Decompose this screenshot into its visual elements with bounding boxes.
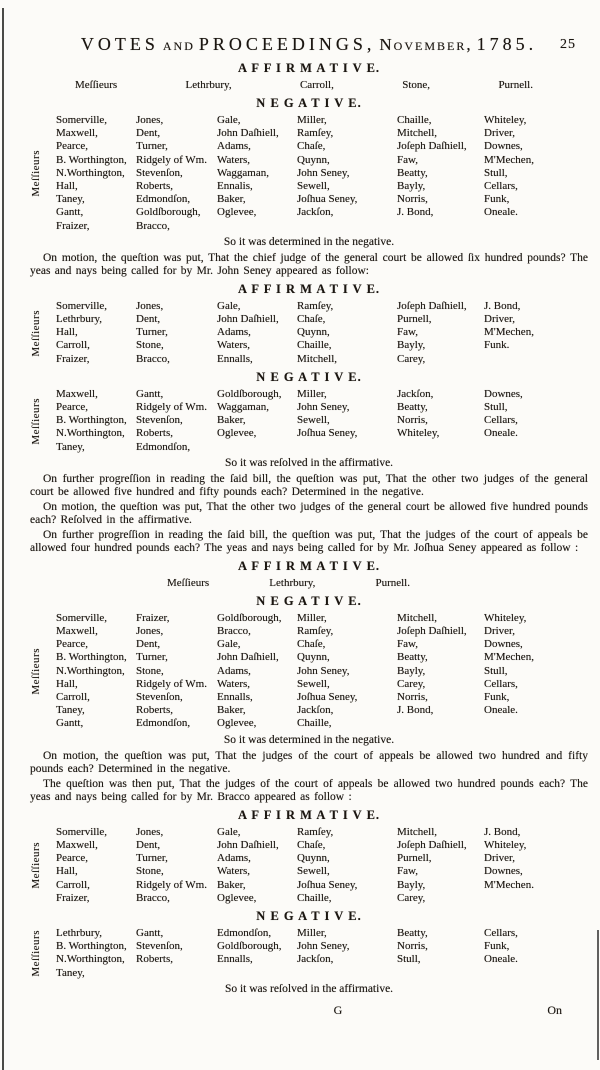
roll-name: Gale,	[217, 299, 241, 312]
vote-heading: A F F I R M A T I V E.	[237, 61, 381, 75]
roll-name: Somerville,	[56, 611, 108, 624]
roll-name: Jones,	[136, 825, 164, 838]
roll-name: Mitchell,	[397, 825, 438, 838]
name-row-item: Stone,	[402, 79, 431, 91]
roll-name: Jackſon,	[397, 387, 434, 400]
roll-call-table	[30, 114, 588, 233]
roll-name: Ramſey,	[297, 127, 334, 140]
roll-name: Ramſey,	[297, 625, 334, 638]
roll-name: N.Worthington,	[56, 166, 125, 179]
roll-name: Ridgely of Wm.	[136, 401, 207, 414]
roll-column	[56, 612, 136, 731]
roll-column	[397, 300, 484, 366]
catchword: On	[547, 1002, 562, 1017]
roll-column	[297, 114, 397, 220]
roll-name: Taney,	[56, 440, 85, 453]
messieurs-label: Meſſieurs	[30, 309, 42, 357]
proceedings-paragraph: On further progreſſion in reading the ſaid bill, the queſtion was put, That the judges of the court of appeals be allowed four hundred pounds each? The yeas and nays being called for by Mr. Joſhua Seney appeared as follow :	[30, 528, 588, 554]
roll-name: Gantt,	[56, 206, 84, 219]
roll-name: Dent,	[136, 127, 161, 140]
roll-name: Carroll,	[56, 878, 90, 891]
roll-name: John Daſhiell,	[217, 838, 279, 851]
vote-heading: A F F I R M A T I V E.	[237, 558, 381, 573]
roll-name: N.Worthington,	[56, 953, 125, 966]
roll-name: Cellars,	[484, 926, 518, 939]
roll-name: Sewell,	[297, 180, 330, 193]
roll-name: Purnell,	[397, 313, 432, 326]
roll-name: Downes,	[484, 638, 523, 651]
roll-column	[397, 927, 484, 967]
roll-name: Somerville,	[56, 114, 108, 126]
name-row-item: Carroll,	[299, 79, 334, 91]
roll-name: J. Bond,	[397, 704, 434, 717]
roll-name: Ridgely of Wm.	[136, 153, 207, 166]
roll-name: Waters,	[217, 339, 251, 352]
roll-name: Chaille,	[297, 717, 332, 730]
roll-name: Miller,	[297, 611, 327, 624]
roll-name: Somerville,	[56, 299, 108, 312]
roll-name: Downes,	[484, 140, 523, 153]
roll-name: Jackſon,	[297, 953, 334, 966]
roll-name: Lethrbury,	[56, 926, 103, 939]
roll-name: Bracco,	[136, 219, 170, 232]
roll-name: Funk,	[484, 940, 510, 953]
roll-column	[297, 927, 397, 967]
roll-name: Turner,	[136, 140, 168, 153]
roll-column	[217, 826, 297, 905]
roll-name: Stull,	[397, 953, 421, 966]
roll-column	[217, 612, 297, 731]
roll-name: Cellars,	[484, 180, 518, 193]
roll-name: Whiteley,	[397, 427, 440, 440]
roll-column	[484, 927, 588, 967]
roll-name: Roberts,	[136, 953, 173, 966]
roll-column	[297, 388, 397, 441]
roll-name: Funk.	[484, 339, 510, 352]
roll-name: Joſeph Daſhiell,	[397, 299, 467, 312]
roll-name: Ennalis,	[217, 180, 253, 193]
roll-name: Beatty,	[397, 166, 428, 179]
roll-name: Fraizer,	[56, 219, 90, 232]
roll-name: Lethrbury,	[56, 313, 103, 326]
roll-name: Funk,	[484, 193, 510, 206]
roll-name: Ridgely of Wm.	[136, 677, 207, 690]
roll-name: Joſhua Seney,	[297, 193, 358, 206]
roll-name: Oneale.	[484, 704, 518, 717]
roll-name: Taney,	[56, 966, 85, 979]
roll-column	[484, 300, 588, 353]
roll-name: Miller,	[297, 387, 327, 400]
roll-name: Jones,	[136, 625, 164, 638]
roll-name: Oglevee,	[217, 427, 257, 440]
roll-name: M'Mechen,	[484, 326, 534, 339]
signature-mark: G	[333, 1002, 343, 1017]
roll-name: Adams,	[217, 140, 251, 153]
roll-name: N.Worthington,	[56, 664, 125, 677]
roll-name: M'Mechen,	[484, 651, 534, 664]
roll-name: Maxwell,	[56, 838, 98, 851]
roll-name: Edmondſon,	[136, 440, 191, 453]
roll-name: Sewell,	[297, 414, 330, 427]
roll-name: Joſeph Daſhiell,	[397, 140, 467, 153]
header-title-part: 1785.	[476, 34, 538, 54]
name-row	[30, 577, 588, 590]
roll-name: Goldſborough,	[217, 611, 282, 624]
roll-name: Purnell,	[397, 852, 432, 865]
page-body	[30, 61, 588, 996]
page-header	[30, 34, 588, 55]
roll-name: Norris,	[397, 940, 428, 953]
roll-name: Gantt,	[56, 717, 84, 730]
roll-name: Fraizer,	[56, 352, 90, 365]
outcome-line: So it was reſolved in the affirmative.	[224, 982, 394, 995]
roll-column	[297, 826, 397, 905]
roll-name: Bracco,	[136, 352, 170, 365]
roll-name: Gale,	[217, 114, 241, 126]
roll-name: Carroll,	[56, 339, 90, 352]
roll-name: Joſhua Seney,	[297, 878, 358, 891]
roll-name: Mitchell,	[397, 127, 438, 140]
roll-name: Turner,	[136, 326, 168, 339]
proceedings-paragraph: On motion, the queſtion was put, That the other two judges of the general court be allowed five hundred pounds each? Reſolved in the affirmative.	[30, 500, 588, 526]
roll-name: Roberts,	[136, 704, 173, 717]
roll-name: Chaſe,	[297, 313, 326, 326]
roll-column	[56, 927, 136, 980]
roll-name: Norris,	[397, 414, 428, 427]
roll-name: Stone,	[136, 339, 164, 352]
roll-name: J. Bond,	[484, 825, 521, 838]
roll-name: Faw,	[397, 153, 418, 166]
roll-name: Edmondſon,	[136, 717, 191, 730]
roll-name: Faw,	[397, 326, 418, 339]
roll-name: Driver,	[484, 852, 516, 865]
roll-name: B. Worthington,	[56, 940, 127, 953]
roll-name: Beatty,	[397, 401, 428, 414]
roll-name: Stone,	[136, 865, 164, 878]
roll-column	[136, 927, 217, 967]
roll-call-table	[30, 927, 588, 980]
roll-name: Bayly,	[397, 878, 426, 891]
name-row-item: Lethrbury,	[269, 576, 316, 589]
vote-heading: N E G A T I V E.	[256, 908, 362, 923]
roll-name: Dent,	[136, 313, 161, 326]
roll-column	[297, 300, 397, 366]
roll-name: Bracco,	[136, 891, 170, 904]
roll-name: Quynn,	[297, 153, 330, 166]
roll-call-table	[30, 300, 588, 366]
roll-name: Faw,	[397, 865, 418, 878]
roll-name: Maxwell,	[56, 387, 98, 400]
roll-name: Fraizer,	[56, 891, 90, 904]
roll-column	[56, 114, 136, 233]
roll-name: N.Worthington,	[56, 427, 125, 440]
roll-name: Chaille,	[297, 891, 332, 904]
roll-name: M'Mechen.	[484, 878, 534, 891]
header-title-part: VOTES	[80, 34, 159, 54]
roll-name: John Seney,	[297, 166, 350, 179]
vote-heading: N E G A T I V E.	[256, 369, 362, 384]
roll-name: Gale,	[217, 638, 241, 651]
roll-name: Chaſe,	[297, 638, 326, 651]
roll-name: Turner,	[136, 852, 168, 865]
roll-name: Downes,	[484, 865, 523, 878]
roll-call-table	[30, 826, 588, 905]
roll-name: Whiteley,	[484, 611, 527, 624]
proceedings-paragraph: On motion, the queſtion was put, That the chief judge of the general court be allowed ſix hundred pounds? The yeas and nays being called for by Mr. John Seney appeared as follow:	[30, 251, 588, 277]
roll-name: Joſeph Daſhiell,	[397, 838, 467, 851]
roll-name: Oglevee,	[217, 206, 257, 219]
roll-column	[484, 612, 588, 718]
page-footer	[30, 1003, 588, 1025]
roll-name: Oneale.	[484, 953, 518, 966]
roll-name: Goldſborough,	[136, 206, 201, 219]
roll-name: B. Worthington,	[56, 414, 127, 427]
roll-name: Fraizer,	[136, 611, 170, 624]
roll-name: Waters,	[217, 153, 251, 166]
messieurs-label: Meſſieurs	[30, 150, 42, 197]
roll-name: Driver,	[484, 127, 516, 140]
roll-name: Bayly,	[397, 339, 426, 352]
roll-name: Cellars,	[484, 677, 518, 690]
roll-name: Dent,	[136, 838, 161, 851]
roll-column	[56, 300, 136, 366]
roll-name: Miller,	[297, 114, 327, 126]
roll-name: Bayly,	[397, 664, 426, 677]
header-title-part: and	[162, 35, 195, 54]
roll-name: Whiteley,	[484, 114, 527, 126]
roll-name: Jones,	[136, 299, 164, 312]
name-row-item: Purnell.	[498, 79, 533, 91]
roll-name: John Daſhiell,	[217, 127, 279, 140]
roll-name: Waggaman,	[217, 401, 269, 414]
roll-name: Stevenſon,	[136, 414, 183, 427]
roll-name: Taney,	[56, 704, 85, 717]
roll-name: Chaſe,	[297, 838, 326, 851]
roll-name: Sewell,	[297, 677, 330, 690]
roll-name: Downes,	[484, 387, 523, 400]
roll-name: Ridgely of Wm.	[136, 878, 207, 891]
roll-name: Driver,	[484, 313, 516, 326]
vote-heading: N E G A T I V E.	[256, 593, 362, 608]
header-title-part: November,	[379, 35, 473, 54]
roll-name: Norris,	[397, 193, 428, 206]
roll-name: Chaille,	[297, 339, 332, 352]
messieurs-label: Meſſieurs	[30, 397, 42, 445]
roll-name: Pearce,	[56, 140, 89, 153]
roll-name: Somerville,	[56, 825, 108, 838]
outcome-line: So it was determined in the negative.	[223, 235, 395, 248]
roll-name: J. Bond,	[397, 206, 434, 219]
roll-name: Joſhua Seney,	[297, 691, 358, 704]
roll-name: Carroll,	[56, 691, 90, 704]
proceedings-paragraph: The queſtion was then put, That the judges of the court of appeals be allowed two hundred pounds each? The yeas and nays being called for by Mr. Bracco appeared as follow :	[30, 777, 588, 803]
roll-column	[56, 388, 136, 454]
name-row-item: Lethrbury,	[185, 79, 232, 91]
vote-heading: A F F I R M A T I V E.	[237, 281, 381, 296]
roll-name: Quynn,	[297, 852, 330, 865]
roll-name: B. Worthington,	[56, 651, 127, 664]
roll-name: John Seney,	[297, 401, 350, 414]
roll-column	[217, 388, 297, 441]
roll-column	[56, 826, 136, 905]
roll-name: Beatty,	[397, 926, 428, 939]
roll-name: Gantt,	[136, 387, 164, 400]
roll-name: Jackſon,	[297, 704, 334, 717]
roll-name: Sewell,	[297, 865, 330, 878]
roll-name: Goldſborough,	[217, 940, 282, 953]
roll-call-table	[30, 612, 588, 731]
roll-name: Ramſey,	[297, 299, 334, 312]
messieurs-label: Meſſieurs	[30, 929, 42, 977]
messieurs-label: Meſſieurs	[30, 647, 42, 695]
roll-column	[484, 826, 588, 892]
roll-name: Oglevee,	[217, 717, 257, 730]
roll-name: Pearce,	[56, 638, 89, 651]
roll-name: Waggaman,	[217, 166, 269, 179]
roll-name: John Seney,	[297, 940, 350, 953]
roll-name: Driver,	[484, 625, 516, 638]
roll-name: Gale,	[217, 825, 241, 838]
roll-name: Jones,	[136, 114, 164, 126]
name-row-item: Meſſieurs	[167, 576, 210, 589]
outcome-line: So it was reſolved in the affirmative.	[224, 456, 394, 469]
roll-name: Whiteley,	[484, 838, 527, 851]
roll-name: Maxwell,	[56, 625, 98, 638]
roll-name: Chaille,	[397, 114, 432, 126]
roll-name: Bracco,	[217, 625, 251, 638]
roll-name: Chaſe,	[297, 140, 326, 153]
roll-name: Mitchell,	[397, 611, 438, 624]
roll-name: Stevenſon,	[136, 691, 183, 704]
roll-name: Gantt,	[136, 926, 164, 939]
roll-name: Maxwell,	[56, 127, 98, 140]
vote-heading: N E G A T I V E.	[256, 96, 362, 110]
roll-call-table	[30, 388, 588, 454]
roll-name: Adams,	[217, 326, 251, 339]
roll-name: Hall,	[56, 180, 78, 193]
roll-name: Goldſborough,	[217, 387, 282, 400]
roll-name: Beatty,	[397, 651, 428, 664]
roll-name: Oneale.	[484, 427, 518, 440]
roll-name: Miller,	[297, 926, 327, 939]
roll-name: Dent,	[136, 638, 161, 651]
roll-name: Stull,	[484, 401, 508, 414]
roll-name: Waters,	[217, 677, 251, 690]
roll-name: John Daſhiell,	[217, 313, 279, 326]
roll-column	[217, 300, 297, 366]
roll-name: M'Mechen,	[484, 153, 534, 166]
roll-name: B. Worthington,	[56, 153, 127, 166]
roll-name: Ennalls,	[217, 953, 253, 966]
roll-column	[136, 826, 217, 905]
roll-name: Adams,	[217, 664, 251, 677]
roll-column	[136, 114, 217, 233]
roll-name: Faw,	[397, 638, 418, 651]
roll-name: Carey,	[397, 891, 426, 904]
roll-name: Baker,	[217, 193, 246, 206]
roll-column	[397, 114, 484, 220]
roll-name: Ennalls,	[217, 352, 253, 365]
name-row	[30, 79, 588, 92]
page-number: 25	[560, 37, 576, 52]
roll-name: Baker,	[217, 878, 246, 891]
roll-name: Waters,	[217, 865, 251, 878]
roll-name: Carey,	[397, 352, 426, 365]
roll-column	[217, 114, 297, 220]
roll-column	[397, 388, 484, 441]
roll-name: Stull,	[484, 664, 508, 677]
roll-name: Mitchell,	[297, 352, 338, 365]
roll-name: Quynn,	[297, 651, 330, 664]
roll-name: Adams,	[217, 852, 251, 865]
roll-name: Turner,	[136, 651, 168, 664]
roll-column	[397, 826, 484, 905]
roll-name: Stull,	[484, 166, 508, 179]
roll-name: Hall,	[56, 865, 78, 878]
roll-column	[397, 612, 484, 718]
vote-heading: A F F I R M A T I V E.	[237, 807, 381, 822]
messieurs-label: Meſſieurs	[30, 841, 42, 889]
roll-name: Carey,	[397, 677, 426, 690]
roll-name: Ramſey,	[297, 825, 334, 838]
roll-column	[136, 388, 217, 454]
roll-name: Joſhua Seney,	[297, 427, 358, 440]
roll-column	[484, 388, 588, 441]
roll-name: Quynn,	[297, 326, 330, 339]
roll-name: Roberts,	[136, 427, 173, 440]
proceedings-paragraph: On further progreſſion in reading the ſaid bill, the queſtion was put, That the other two judges of the general court be allowed five hundred and fifty pounds each? Determined in the negative.	[30, 472, 588, 498]
roll-name: Jackſon,	[297, 206, 334, 219]
roll-column	[217, 927, 297, 967]
roll-name: Pearce,	[56, 852, 89, 865]
roll-name: Stevenſon,	[136, 940, 183, 953]
roll-column	[136, 300, 217, 366]
roll-column	[136, 612, 217, 731]
roll-name: Funk,	[484, 691, 510, 704]
roll-name: Edmondſon,	[217, 926, 272, 939]
roll-name: Oneale.	[484, 206, 518, 219]
roll-name: Roberts,	[136, 180, 173, 193]
roll-name: Norris,	[397, 691, 428, 704]
outcome-line: So it was determined in the negative.	[223, 733, 395, 746]
roll-name: Ennalls,	[217, 691, 253, 704]
roll-name: Baker,	[217, 414, 246, 427]
roll-name: Stone,	[136, 664, 164, 677]
roll-name: Stevenſon,	[136, 166, 183, 179]
roll-name: John Daſhiell,	[217, 651, 279, 664]
proceedings-paragraph: On motion, the queſtion was put, That the judges of the court of appeals be allowed two hundred and fifty pounds each? Determined in the negative.	[30, 749, 588, 775]
roll-name: Joſeph Daſhiell,	[397, 625, 467, 638]
header-title-part: PROCEEDINGS,	[198, 34, 376, 54]
name-row-item: Purnell.	[375, 576, 410, 589]
roll-name: Bayly,	[397, 180, 426, 193]
roll-column	[297, 612, 397, 731]
roll-name: Taney,	[56, 193, 85, 206]
roll-name: Pearce,	[56, 401, 89, 414]
roll-name: John Seney,	[297, 664, 350, 677]
roll-name: Hall,	[56, 677, 78, 690]
roll-name: Oglevee,	[217, 891, 257, 904]
roll-column	[484, 114, 588, 220]
roll-name: Cellars,	[484, 414, 518, 427]
roll-name: Baker,	[217, 704, 246, 717]
roll-name: Hall,	[56, 326, 78, 339]
roll-name: Edmondſon,	[136, 193, 191, 206]
name-row-item: Meſſieurs	[75, 79, 118, 91]
roll-name: J. Bond,	[484, 299, 521, 312]
